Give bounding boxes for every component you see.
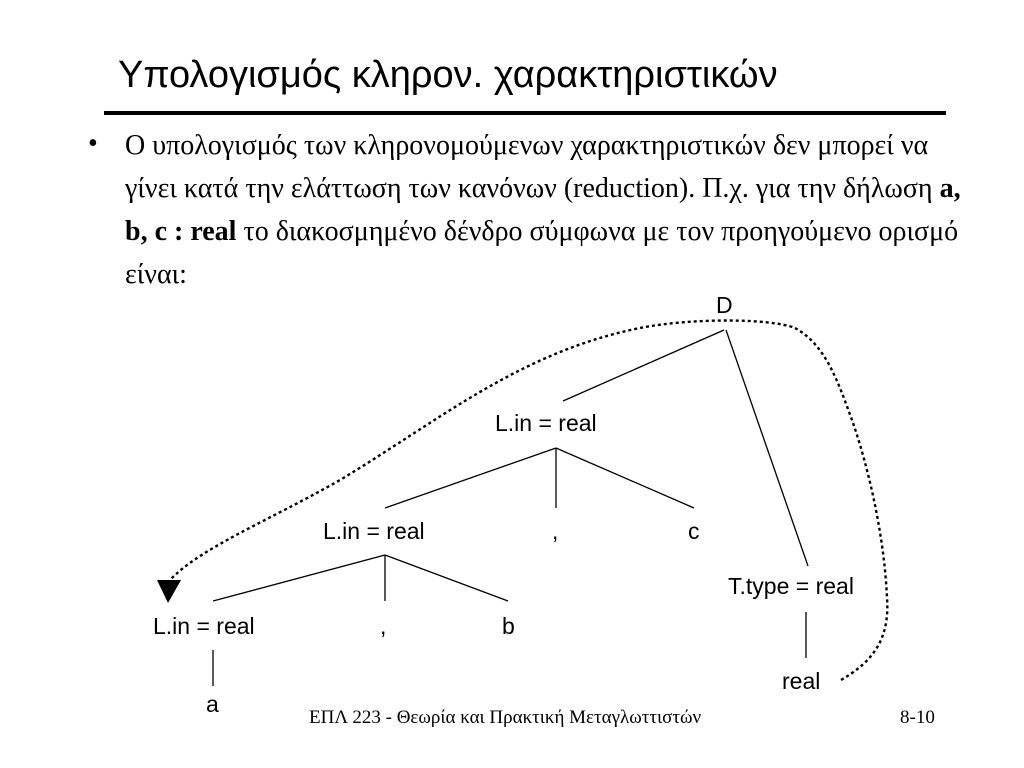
node-l2: L.in = real — [323, 518, 425, 544]
edge-d-ttype — [726, 330, 808, 566]
bullet-text-part2: το διακοσμημένο δένδρο σύμφωνα με τον προηγούμενο ορισμό είναι: — [125, 216, 959, 290]
dotted-flow-path — [170, 321, 887, 681]
edge-d-l1 — [563, 330, 724, 401]
bullet-text-part1: Ο υπολογισμός των κληρονομούμενων χαρακτηριστικών δεν μπορεί να γίνει κατά την ελάττωση των κανόνων (reduction). Π.χ. για την δήλωση — [125, 130, 940, 204]
footer-page-number: 8-10 — [900, 707, 935, 728]
node-l2-comma: , — [552, 518, 559, 544]
arrowhead-icon — [157, 580, 181, 603]
node-a: a — [206, 691, 219, 717]
bullet-symbol: • — [88, 128, 98, 159]
edge-l2-b — [385, 555, 508, 601]
node-d: D — [716, 292, 733, 318]
node-real: real — [782, 668, 821, 694]
footer-course: ΕΠΛ 223 - Θεωρία και Πρακτική Μεταγλωττιστών — [309, 707, 702, 728]
bullet-text-bold: a, b, c : real — [125, 173, 961, 247]
node-l1: L.in = real — [495, 410, 597, 436]
edge-l2-l3 — [213, 555, 385, 601]
node-b: b — [502, 613, 515, 639]
node-l3: L.in = real — [153, 613, 255, 639]
node-ttype: T.type = real — [728, 573, 854, 599]
slide-title: Υπολογισμός κληρον. χαρακτηριστικών — [118, 54, 778, 96]
node-l3-comma: , — [380, 613, 387, 639]
node-c: c — [688, 518, 700, 544]
edge-l1-l2 — [385, 448, 556, 508]
edge-l1-c — [556, 448, 694, 508]
